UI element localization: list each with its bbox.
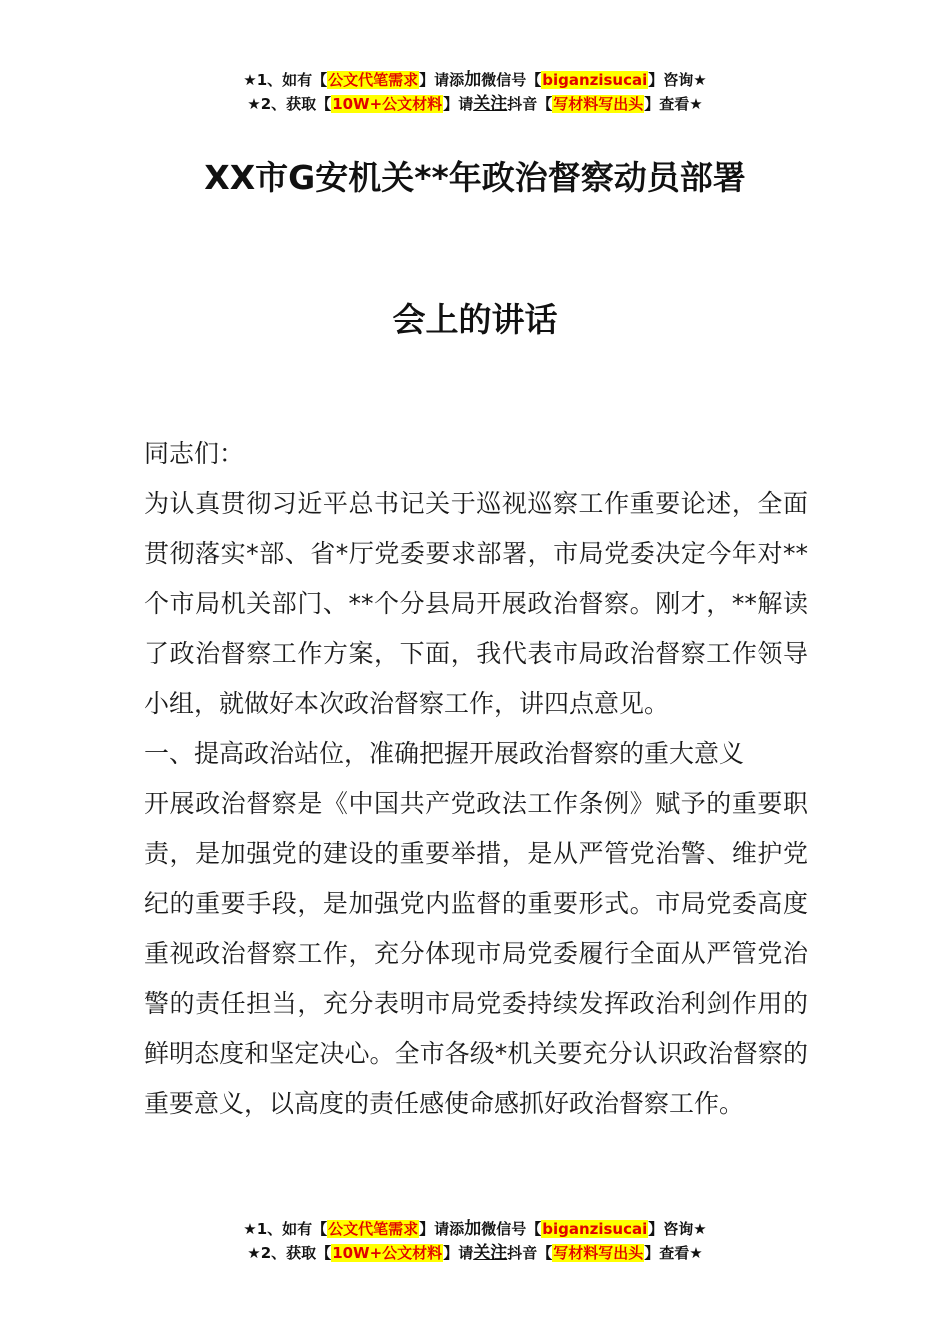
banner-text: 加	[464, 1219, 482, 1239]
banner-text: 】查看★	[644, 1244, 703, 1262]
banner-line-1	[0, 1217, 950, 1241]
banner-text: 微信号【	[481, 1220, 542, 1238]
document-title-line-2: 会上的讲话	[392, 300, 558, 339]
banner-text: 】请添	[419, 71, 465, 89]
header-banner	[0, 68, 950, 116]
banner-text: ★1、如有【	[243, 1220, 328, 1238]
salutation: 同志们：	[144, 439, 245, 468]
banner-text: ★2、获取【	[247, 1244, 332, 1262]
banner-line-1	[0, 68, 950, 92]
banner-text: 抖音【	[507, 1244, 553, 1262]
banner-text: 加	[464, 70, 482, 90]
banner-text: 抖音【	[507, 95, 553, 113]
banner-text: 微信号【	[481, 71, 542, 89]
banner-text: ★2、获取【	[247, 95, 332, 113]
banner-line-2	[0, 1241, 950, 1265]
section-heading: 一、提高政治站位，准确把握开展政治督察的重大意义	[144, 739, 745, 768]
banner-text: 】请添	[419, 1220, 465, 1238]
body-paragraph: 为认真贯彻习近平总书记关于巡视巡察工作重要论述，全面贯彻落实*部、省*厅党委要求部署，市局党委决定今年对**个市局机关部门、**个分县局开展政治督察。刚才，**解读了政治督察工作方案，下面，我代表市局政治督察工作领导小组，就做好本次政治督察工作，讲四点意见。	[144, 489, 808, 718]
banner-underlined-text: 关注	[473, 94, 508, 114]
banner-text: 】咨询★	[648, 71, 707, 89]
douyin-id-highlight: 写材料写出头	[553, 95, 644, 113]
banner-text: 】请	[443, 95, 474, 113]
banner-underlined-text: 关注	[473, 1243, 508, 1263]
document-title-line-1: XX市G安机关**年政治督察动员部署	[204, 158, 746, 197]
banner-text: 】查看★	[644, 95, 703, 113]
banner-highlight: 10W+公文材料	[332, 1244, 443, 1262]
wechat-id-highlight: biganzisucai	[542, 1220, 648, 1238]
banner-line-2	[0, 92, 950, 116]
banner-text: 】请	[443, 1244, 474, 1262]
document-body	[144, 429, 808, 1129]
footer-banner	[0, 1217, 950, 1265]
douyin-id-highlight: 写材料写出头	[553, 1244, 644, 1262]
banner-text: 】咨询★	[648, 1220, 707, 1238]
body-paragraph: 开展政治督察是《中国共产党政法工作条例》赋予的重要职责，是加强党的建设的重要举措，是从严管党治警、维护党纪的重要手段，是加强党内监督的重要形式。市局党委高度重视政治督察工作，充分体现市局党委履行全面从严管党治警的责任担当，充分表明市局党委持续发挥政治利剑作用的鲜明态度和坚定决心。全市各级*机关要充分认识政治督察的重要意义，以高度的责任感使命感抓好政治督察工作。	[144, 789, 808, 1118]
banner-text: ★1、如有【	[243, 71, 328, 89]
wechat-id-highlight: biganzisucai	[542, 71, 648, 89]
banner-highlight: 10W+公文材料	[332, 95, 443, 113]
banner-highlight: 公文代笔需求	[328, 71, 419, 89]
banner-highlight: 公文代笔需求	[328, 1220, 419, 1238]
